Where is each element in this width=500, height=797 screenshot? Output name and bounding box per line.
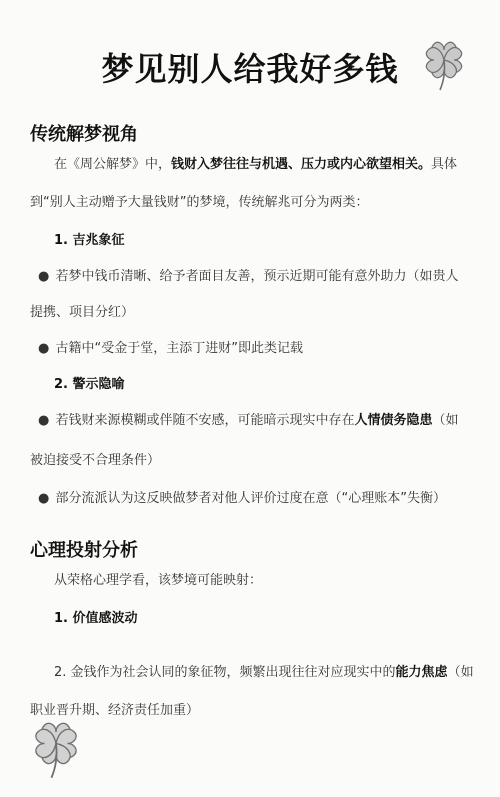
list-item: ● 若梦中钱币清晰、给予者面目友善，预示近期可能有意外助力（如贵人	[38, 269, 459, 284]
bullet-icon: ●	[38, 269, 50, 284]
bullet-icon: ●	[38, 341, 50, 356]
four-leaf-clover-icon	[420, 36, 468, 92]
psych-intro: 从荣格心理学看，该梦境可能映射：	[54, 573, 263, 588]
list-item-continuation: 被迫接受不合理条件）	[30, 453, 161, 468]
list-item: ● 古籍中“受金于堂，主添丁进财”即此类记载	[38, 341, 303, 356]
four-leaf-clover-icon	[28, 716, 84, 780]
psych-point-2: 2. 金钱作为社会认同的象征物，频繁出现往往对应现实中的能力焦虑（如	[54, 665, 474, 680]
group-label-auspicious: 1. 吉兆象征	[54, 233, 125, 248]
section-heading-psychology: 心理投射分析	[30, 540, 138, 561]
list-item-continuation: 提携、项目分红）	[30, 305, 135, 320]
psych-point-2-continuation: 职业晋升期、经济责任加重）	[30, 703, 200, 718]
bullet-icon: ●	[38, 413, 50, 428]
bullet-icon: ●	[38, 491, 50, 506]
list-item: ● 若钱财来源模糊或伴随不安感，可能暗示现实中存在人情债务隐患（如	[38, 413, 459, 428]
intro-line-2: 到“别人主动赠予大量钱财”的梦境，传统解兆可分为两类：	[30, 195, 369, 210]
intro-line-1: 在《周公解梦》中，钱财入梦往往与机遇、压力或内心欲望相关。具体	[54, 157, 458, 172]
list-item: ● 部分流派认为这反映做梦者对他人评价过度在意（“心理账本”失衡）	[38, 491, 446, 506]
psych-point-1: 1. 价值感波动	[54, 611, 138, 626]
section-heading-traditional: 传统解梦视角	[30, 124, 138, 145]
page-title: 梦见别人给我好多钱	[101, 50, 399, 88]
group-label-warning: 2. 警示隐喻	[54, 377, 125, 392]
